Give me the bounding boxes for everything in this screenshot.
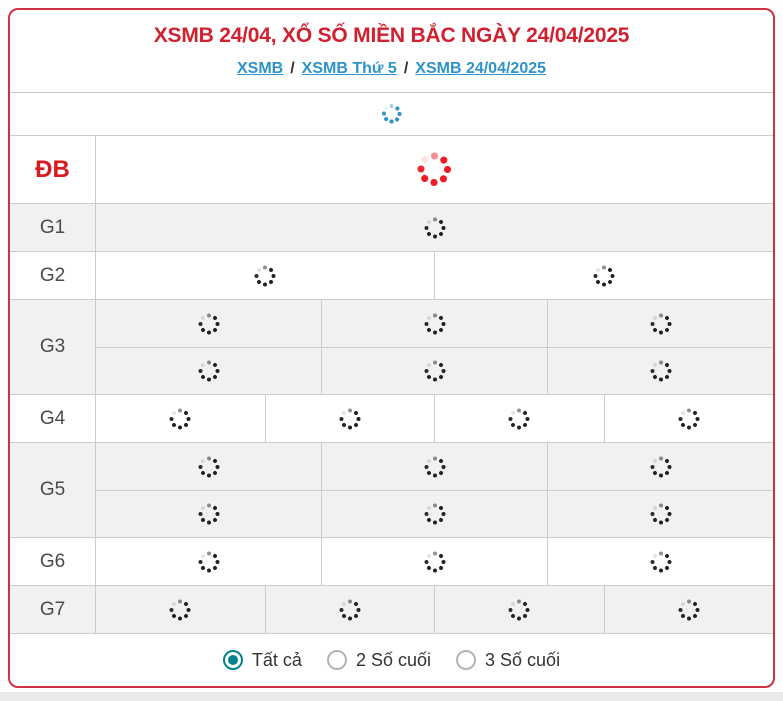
result-cell-g7-3 [434, 586, 604, 633]
result-cell-g2-2 [434, 252, 773, 299]
prize-sub-row [96, 490, 773, 537]
prize-sub-row [96, 538, 773, 585]
filter-option-1[interactable] [223, 650, 302, 671]
prize-sub-row [96, 395, 773, 442]
prize-label-g2: G2 [10, 252, 96, 299]
result-cell-g4-4 [604, 395, 774, 442]
loading-spinner-icon [198, 360, 220, 382]
result-cell-g7-1 [96, 586, 265, 633]
result-cell-g6-3 [547, 538, 773, 585]
result-cell-g5-4 [96, 491, 321, 537]
loading-spinner-icon [650, 503, 672, 525]
loading-spinner-icon [424, 360, 446, 382]
loading-spinner-icon [169, 599, 191, 621]
prize-row-g1 [10, 203, 773, 251]
loading-spinner-icon [650, 313, 672, 335]
filter-option-label: 3 Số cuối [485, 649, 561, 670]
result-cell-g7-4 [604, 586, 774, 633]
loading-spinner-icon [424, 503, 446, 525]
loading-spinner-icon [198, 551, 220, 573]
breadcrumb-link-3[interactable]: XSMB 24/04/2025 [415, 60, 547, 77]
filter-option-label: Tất cả [251, 649, 302, 670]
filter-options [10, 633, 773, 686]
result-cell-g4-1 [96, 395, 265, 442]
prize-sub-row [96, 347, 773, 394]
result-cell-g5-2 [321, 443, 547, 490]
prize-sub-row [96, 443, 773, 490]
breadcrumb-separator: / [403, 60, 409, 77]
loading-spinner-icon [198, 456, 220, 478]
prize-row-g2 [10, 251, 773, 299]
prize-row-g6 [10, 537, 773, 585]
loading-spinner-icon [198, 313, 220, 335]
loading-spinner-icon [678, 408, 700, 430]
prize-sub-row [96, 300, 773, 347]
loading-spinner-icon [424, 456, 446, 478]
page-title: XSMB 24/04, XỔ SỐ MIỀN BẮC NGÀY 24/04/2025 [153, 24, 630, 47]
result-cell-g4-3 [434, 395, 604, 442]
prize-sub-row [96, 252, 773, 299]
loading-spinner-icon [198, 503, 220, 525]
prize-label-g5: G5 [10, 443, 96, 537]
breadcrumb-separator: / [290, 60, 295, 77]
result-cell-g6-2 [321, 538, 547, 585]
loading-spinner-icon [339, 599, 361, 621]
prize-label-g1: G1 [10, 204, 96, 251]
prize-row-g5 [10, 442, 773, 537]
results-card [8, 8, 775, 688]
loading-spinner-icon [424, 551, 446, 573]
prize-label-g7: G7 [10, 586, 96, 633]
result-cell-g3-2 [321, 300, 547, 347]
prize-label-g6: G6 [10, 538, 96, 585]
filter-option-3[interactable] [456, 650, 560, 671]
loading-spinner-icon [424, 313, 446, 335]
result-cell-g5-6 [547, 491, 773, 537]
breadcrumb [10, 58, 773, 80]
result-cell-db-1 [96, 136, 773, 203]
result-cell-g3-5 [321, 348, 547, 394]
prize-label-g3: G3 [10, 300, 96, 394]
loading-spinner-icon [424, 217, 446, 239]
results-table [10, 135, 773, 633]
prize-sub-row [96, 586, 773, 633]
loading-spinner-icon [508, 408, 530, 430]
result-cell-g3-4 [96, 348, 321, 394]
prize-label-db: ĐB [10, 136, 96, 203]
top-loading [10, 92, 773, 135]
loading-spinner-icon [508, 599, 530, 621]
breadcrumb-link-2[interactable]: XSMB Thứ 5 [301, 60, 397, 77]
loading-spinner-icon [169, 408, 191, 430]
result-cell-g3-6 [547, 348, 773, 394]
results-header [10, 10, 773, 92]
radio-selected-icon[interactable] [223, 650, 243, 670]
prize-sub-row [96, 136, 773, 203]
result-cell-g7-2 [265, 586, 435, 633]
prize-row-db [10, 135, 773, 203]
radio-icon[interactable] [327, 650, 347, 670]
filter-option-label: 2 Số cuối [355, 649, 432, 670]
result-cell-g4-2 [265, 395, 435, 442]
loading-spinner-icon [593, 265, 615, 287]
result-cell-g1-1 [96, 204, 773, 251]
loading-spinner-icon [417, 152, 453, 188]
result-cell-g5-5 [321, 491, 547, 537]
prize-label-g4: G4 [10, 395, 96, 442]
prize-row-g7 [10, 585, 773, 633]
page-bottom-strip [0, 692, 783, 701]
filter-option-2[interactable] [327, 650, 431, 671]
result-cell-g3-1 [96, 300, 321, 347]
loading-spinner-icon [382, 104, 402, 124]
loading-spinner-icon [650, 551, 672, 573]
prize-sub-row [96, 204, 773, 251]
loading-spinner-icon [254, 265, 276, 287]
loading-spinner-icon [339, 408, 361, 430]
loading-spinner-icon [650, 360, 672, 382]
loading-spinner-icon [650, 456, 672, 478]
result-cell-g5-1 [96, 443, 321, 490]
result-cell-g5-3 [547, 443, 773, 490]
loading-spinner-icon [678, 599, 700, 621]
prize-row-g3 [10, 299, 773, 394]
radio-icon[interactable] [456, 650, 476, 670]
result-cell-g2-1 [96, 252, 434, 299]
prize-row-g4 [10, 394, 773, 442]
result-cell-g3-3 [547, 300, 773, 347]
result-cell-g6-1 [96, 538, 321, 585]
breadcrumb-link-1[interactable]: XSMB [236, 60, 284, 77]
